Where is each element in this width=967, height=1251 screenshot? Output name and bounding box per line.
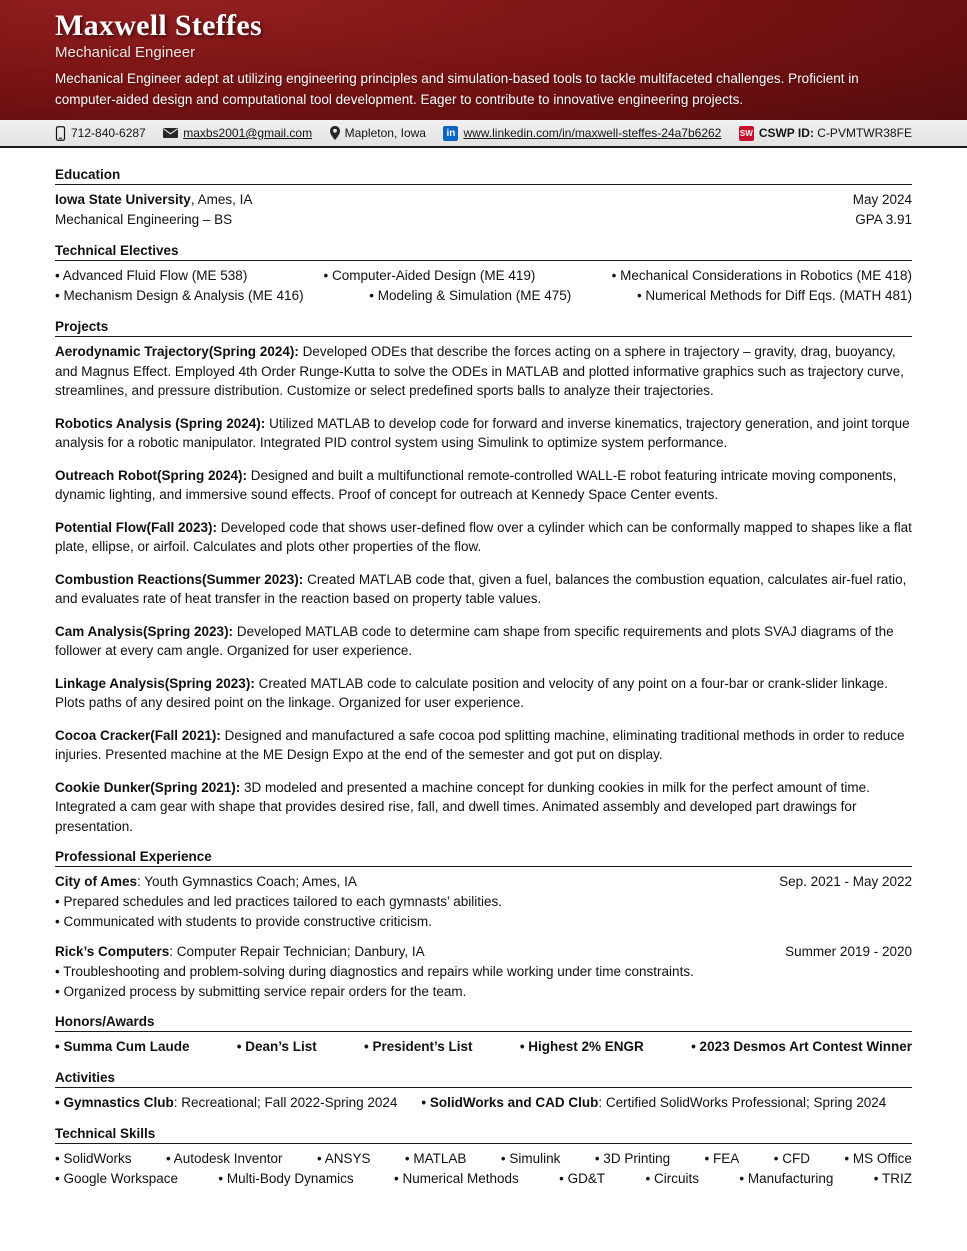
school-location: , Ames, IA (190, 192, 253, 207)
job-header (55, 872, 912, 892)
project-title: Cookie Dunker(Spring 2021): (55, 779, 241, 795)
phone-number: 712-840-6287 (71, 126, 146, 140)
contact-phone (55, 126, 146, 141)
cswp-label: CSWP ID: (758, 126, 814, 140)
honor-item: • Summa Cum Laude (55, 1039, 190, 1054)
project-title: Aerodynamic Trajectory(Spring 2024): (55, 344, 299, 359)
experience-body (55, 867, 912, 1001)
projects-heading: Projects (55, 319, 912, 337)
skill-item: • Autodesk Inventor (165, 1151, 283, 1166)
job-role: : Youth Gymnastics Coach; Ames, IA (137, 874, 357, 889)
honor-item: • President’s List (364, 1039, 473, 1054)
contact-email (163, 126, 312, 140)
honors-heading: Honors/Awards (55, 1014, 912, 1032)
person-title: Mechanical Engineer (55, 44, 196, 61)
project-title: Linkage Analysis(Spring 2023): (55, 675, 255, 691)
job-bullet: • Communicated with students to provide constructive criticism. (55, 913, 432, 929)
electives-heading: Technical Electives (55, 243, 912, 261)
education-body (55, 185, 912, 230)
electives-row (55, 286, 912, 306)
job-date: Summer 2019 - 2020 (785, 944, 912, 959)
elective-item: • Modeling & Simulation (ME 475) (369, 288, 572, 303)
section-projects (55, 319, 912, 836)
skill-item: • Multi-Body Dynamics (218, 1171, 354, 1186)
project-desc: Utilized MATLAB to develop code for forward and inverse kinematics, trajectory generation, and joint torque analysis for a robotic manipulator. Integrated PID control system using Simulink to optimize system performance. (55, 415, 910, 450)
project-desc: Developed code that shows user-defined flow over a cylinder which can be conformally mapped to shapes like a flat plate, ellipse, or airfoil. Calculates and plots other properties of the flow. (55, 519, 912, 554)
skills-row (55, 1149, 912, 1169)
skill-item: • ANSYS (316, 1151, 371, 1166)
project-item (55, 518, 912, 557)
contact-bar (0, 120, 967, 148)
job-bullet: • Prepared schedules and led practices tailored to each gymnasts’ abilities. (55, 894, 502, 909)
electives-body (55, 261, 912, 306)
job-date: Sep. 2021 - May 2022 (779, 874, 912, 889)
elective-item: • Mechanism Design & Analysis (ME 416) (55, 288, 304, 303)
project-item (55, 414, 912, 453)
section-activities (55, 1070, 912, 1113)
activity-name: • Gymnastics Club (55, 1095, 174, 1110)
school-name-bold: Iowa State University (55, 192, 191, 207)
projects-body (55, 337, 912, 836)
skill-item: • Circuits (645, 1171, 699, 1186)
skill-item: • MS Office (844, 1151, 912, 1166)
education-heading: Education (55, 167, 912, 185)
project-title: Outreach Robot(Spring 2024): (55, 467, 248, 483)
activities-row (55, 1093, 912, 1113)
job-title-line (55, 942, 425, 962)
job-bullet: • Troubleshooting and problem-solving during diagnostics and repairs while working under time constraints. (55, 964, 694, 979)
job-role: : Computer Repair Technician; Danbury, IA (169, 944, 425, 959)
elective-item: • Computer-Aided Design (ME 419) (323, 268, 536, 283)
project-item (55, 778, 912, 837)
skill-item: • MATLAB (404, 1151, 467, 1166)
project-desc: Created MATLAB code to calculate position and velocity of any point on a four-bar or crank-slider linkage. Plots paths of any desired point on the linkage. Organized for user experience. (55, 675, 888, 710)
project-desc: Developed MATLAB code to determine cam shape from specific requirements and plots SVAJ diagrams of the follower at every cam angle. Organized for user experience. (55, 623, 894, 658)
job-company: City of Ames (55, 874, 138, 889)
location-text: Mapleton, Iowa (344, 126, 426, 140)
project-item (55, 726, 912, 765)
summary-text: Mechanical Engineer adept at utilizing engineering principles and simulation-based tools to tackle multifaceted challenges. Proficient in computer-aided design and computational tool development. Eager to contribute to innovative engineering projects. (55, 71, 859, 107)
honors-row (55, 1037, 912, 1057)
honor-item: • Dean’s List (236, 1039, 317, 1054)
project-title: Cam Analysis(Spring 2023): (55, 623, 234, 639)
skill-item: • 3D Printing (594, 1151, 671, 1166)
project-title: Combustion Reactions(Summer 2023): (55, 571, 304, 587)
project-desc: Designed and built a multifunctional remote-controlled WALL-E robot featuring intricate moving components, dynamic lighting, and immersive sound effects. Proof of concept for outreach at Kennedy Space Center events. (55, 467, 897, 502)
activity-item (55, 1093, 397, 1113)
skill-item: • GD&T (559, 1171, 606, 1186)
project-item (55, 342, 912, 401)
section-experience (55, 849, 912, 1001)
job-company: Rick’s Computers (55, 944, 170, 959)
location-pin-icon (330, 126, 340, 140)
resume-body (0, 148, 967, 1189)
job-item (55, 942, 912, 1001)
activity-detail: : Certified SolidWorks Professional; Spring 2024 (598, 1095, 887, 1110)
email-icon (163, 128, 178, 138)
contact-cswp (739, 126, 912, 141)
skill-item: • SolidWorks (55, 1151, 132, 1166)
job-header (55, 942, 912, 962)
project-item (55, 674, 912, 713)
contact-linkedin (443, 126, 721, 141)
project-item (55, 570, 912, 609)
skill-item: • TRIZ (873, 1171, 912, 1186)
project-title: Potential Flow(Fall 2023): (55, 519, 218, 535)
education-row-school (55, 190, 912, 210)
activities-heading: Activities (55, 1070, 912, 1088)
skill-item: • Google Workspace (55, 1171, 179, 1186)
honor-item: • Highest 2% ENGR (519, 1039, 644, 1054)
activities-body (55, 1088, 912, 1113)
skill-item: • Simulink (500, 1151, 561, 1166)
gpa-value: GPA 3.91 (855, 212, 912, 227)
skill-item: • Manufacturing (739, 1171, 834, 1186)
project-desc: Created MATLAB code that, given a fuel, balances the combustion equation, calculates air-fuel ratio, and evaluates rate of heat transfer in the reaction based on property table values. (55, 571, 907, 606)
section-technical-skills (55, 1126, 912, 1189)
person-name: Maxwell Steffes (55, 9, 262, 42)
contact-location (330, 126, 426, 140)
skill-item: • FEA (704, 1151, 740, 1166)
elective-item: • Mechanical Considerations in Robotics (ME 418) (611, 268, 912, 283)
honors-body (55, 1032, 912, 1057)
section-technical-electives (55, 243, 912, 306)
electives-row (55, 266, 912, 286)
project-desc: Designed and manufactured a safe cocoa pod splitting machine, eliminating traditional methods in order to reduce injuries. Presented machine at the ME Design Expo at the end of the semester and got put on display. (55, 727, 905, 762)
linkedin-icon: in (443, 126, 458, 141)
project-item (55, 622, 912, 661)
cswp-id (759, 126, 912, 140)
linkedin-link[interactable]: www.linkedin.com/in/maxwell-steffes-24a7b6262 (463, 126, 722, 140)
solidworks-icon: SW (739, 126, 754, 141)
header-banner (0, 0, 967, 120)
skill-item: • Numerical Methods (394, 1171, 519, 1186)
education-date: May 2024 (852, 192, 912, 207)
activity-detail: : Recreational; Fall 2022-Spring 2024 (173, 1095, 398, 1110)
activity-item (421, 1093, 886, 1113)
section-honors (55, 1014, 912, 1057)
skills-body (55, 1144, 912, 1189)
cswp-value: C-PVMTWR38FE (813, 126, 912, 140)
skills-row (55, 1169, 912, 1189)
degree-name: Mechanical Engineering – BS (55, 212, 233, 227)
education-row-degree (55, 210, 912, 230)
job-item (55, 872, 912, 931)
elective-item: • Numerical Methods for Diff Eqs. (MATH 481) (636, 288, 912, 303)
project-title: Cocoa Cracker(Fall 2021): (55, 727, 221, 743)
project-item (55, 466, 912, 505)
skill-item: • CFD (773, 1151, 810, 1166)
job-title-line (55, 872, 357, 892)
skills-heading: Technical Skills (55, 1126, 912, 1144)
section-education (55, 167, 912, 230)
activity-name: • SolidWorks and CAD Club (421, 1095, 599, 1110)
project-desc: Developed ODEs that describe the forces acting on a sphere in trajectory – gravity, drag, buoyancy, and Magnus Effect. Employed 4th Order Runge-Kutta to solve the ODEs in MATLAB and plotted informative graphics such as trajectory curve, streamlines, and pressure distribution. Customize or select predefined sports balls to analyze their trajectories. (55, 344, 904, 398)
project-title: Robotics Analysis (Spring 2024): (55, 415, 266, 431)
job-bullet: • Organized process by submitting service repair orders for the team. (55, 983, 467, 999)
phone-icon (55, 126, 66, 141)
experience-heading: Professional Experience (55, 849, 912, 867)
school-name (55, 190, 252, 210)
elective-item: • Advanced Fluid Flow (ME 538) (55, 268, 248, 283)
honor-item: • 2023 Desmos Art Contest Winner (691, 1039, 912, 1054)
email-link[interactable]: maxbs2001@gmail.com (183, 126, 313, 140)
project-desc: 3D modeled and presented a machine concept for dunking cookies in milk for the perfect amount of time. Integrated a cam gear with shape that provides desired rise, fall, and dwell times. Animated assembly and developed part drawings for presentation. (55, 779, 870, 834)
